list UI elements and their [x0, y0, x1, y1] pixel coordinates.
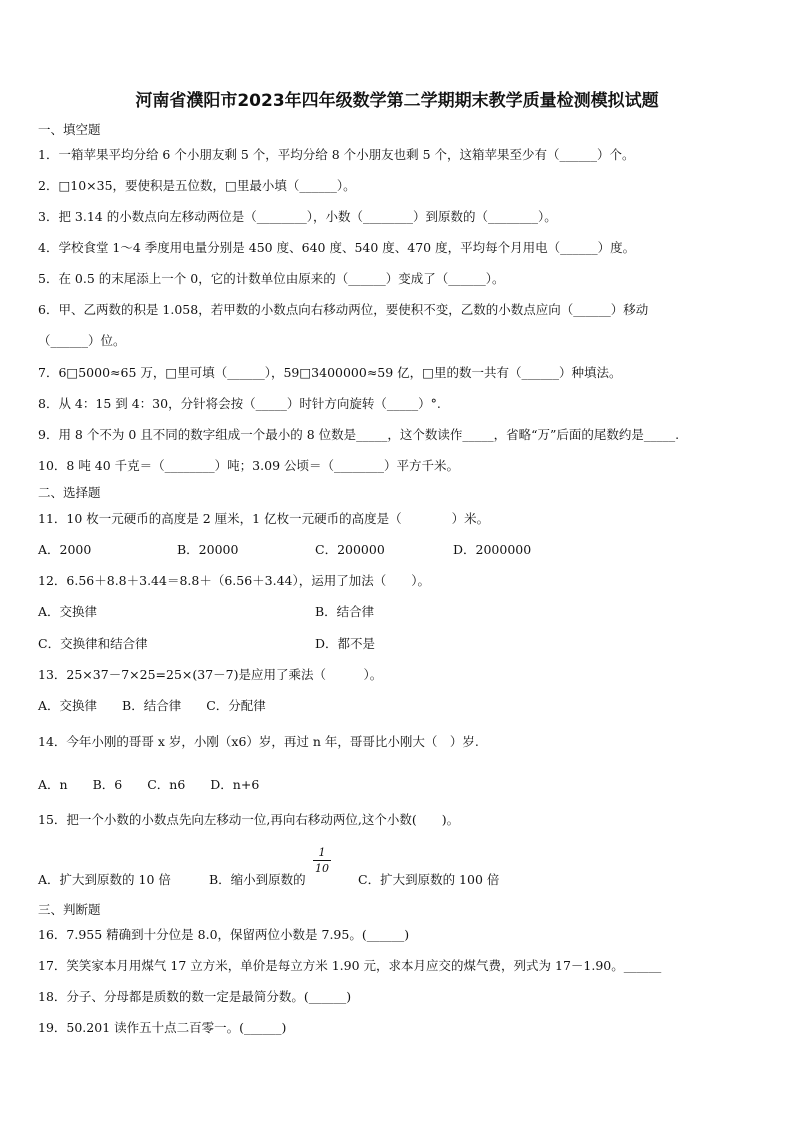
- fraction-numerator: 1: [313, 846, 331, 861]
- q11-option-c: C．200000: [315, 542, 385, 557]
- question-15: 15．把一个小数的小数点先向左移动一位,再向右移动两位,这个小数( )。: [38, 812, 460, 827]
- q11-option-a: A．2000: [38, 542, 92, 557]
- q12-option-d: D．都不是: [315, 636, 376, 651]
- question-1: 1．一箱苹果平均分给 6 个小朋友剩 5 个，平均分给 8 个小朋友也剩 5 个，这箱苹果至少有（______）个。: [38, 147, 635, 162]
- question-17: 17．笑笑家本月用煤气 17 立方米，单价是每立方米 1.90 元，求本月应交的煤气费，列式为 17－1.90。______: [38, 958, 662, 973]
- section-fill-blank: 一、填空题: [38, 122, 101, 137]
- q12-option-c: C．交换律和结合律: [38, 636, 148, 651]
- q15-option-c: C．扩大到原数的 100 倍: [358, 872, 500, 887]
- q15-option-b-fraction: [313, 846, 331, 875]
- q14-options: A．n B．6 C．n6 D．n+6: [38, 777, 260, 792]
- q15-option-a: A．扩大到原数的 10 倍: [38, 872, 171, 887]
- q12-option-b: B．结合律: [315, 604, 375, 619]
- page-title: 河南省濮阳市2023年四年级数学第二学期期末教学质量检测模拟试题: [135, 91, 659, 111]
- question-19: 19．50.201 读作五十点二百零一。(______): [38, 1020, 287, 1035]
- q11-option-d: D．2000000: [453, 542, 532, 557]
- question-2: 2．□10×35，要使积是五位数，□里最小填（______）。: [38, 178, 356, 193]
- question-7: 7．6□5000≈65 万，□里可填（______），59□3400000≈59 亿，□里的数一共有（______）种填法。: [38, 365, 622, 380]
- question-9: 9．用 8 个不为 0 且不同的数字组成一个最小的 8 位数是_____，这个数读作_____，省略“万”后面的尾数约是_____.: [38, 427, 680, 442]
- question-6-line-2: （______）位。: [38, 333, 126, 348]
- q15-option-b: B．缩小到原数的: [209, 872, 306, 887]
- question-10: 10．8 吨 40 千克＝（________）吨；3.09 公顷＝（________）平方千米。: [38, 458, 459, 473]
- question-4: 4．学校食堂 1～4 季度用电量分别是 450 度、640 度、540 度、470 度，平均每个月用电（______）度。: [38, 240, 636, 255]
- fraction-denominator: 10: [315, 862, 329, 875]
- q11-option-b: B．20000: [177, 542, 239, 557]
- q12-option-a: A．交换律: [38, 604, 98, 619]
- question-16: 16．7.955 精确到十分位是 8.0，保留两位小数是 7.95。(______): [38, 927, 410, 942]
- q13-options: A．交换律 B．结合律 C．分配律: [38, 698, 266, 713]
- question-6-line-1: 6．甲、乙两数的积是 1.058，若甲数的小数点向右移动两位，要使积不变，乙数的小数点应向（______）移动: [38, 302, 649, 317]
- question-12: 12．6.56＋8.8＋3.44＝8.8＋（6.56＋3.44），运用了加法（ ）。: [38, 573, 430, 588]
- question-3: 3．把 3.14 的小数点向左移动两位是（________），小数（________）到原数的（________）。: [38, 209, 557, 224]
- question-13: 13．25×37－7×25=25×(37－7)是应用了乘法（ ）。: [38, 667, 383, 682]
- question-8: 8．从 4：15 到 4：30，分针将会按（_____）时针方向旋转（_____）°.: [38, 396, 441, 411]
- section-choice: 二、选择题: [38, 485, 101, 500]
- section-judge: 三、判断题: [38, 902, 101, 917]
- question-18: 18．分子、分母都是质数的数一定是最简分数。(______): [38, 989, 352, 1004]
- question-11: 11．10 枚一元硬币的高度是 2 厘米，1 亿枚一元硬币的高度是（ ）米。: [38, 511, 490, 526]
- question-14: 14．今年小刚的哥哥 x 岁，小刚（x6）岁，再过 n 年，哥哥比小刚大（ ）岁.: [38, 734, 479, 749]
- question-5: 5．在 0.5 的末尾添上一个 0，它的计数单位由原来的（______）变成了（______）。: [38, 271, 505, 286]
